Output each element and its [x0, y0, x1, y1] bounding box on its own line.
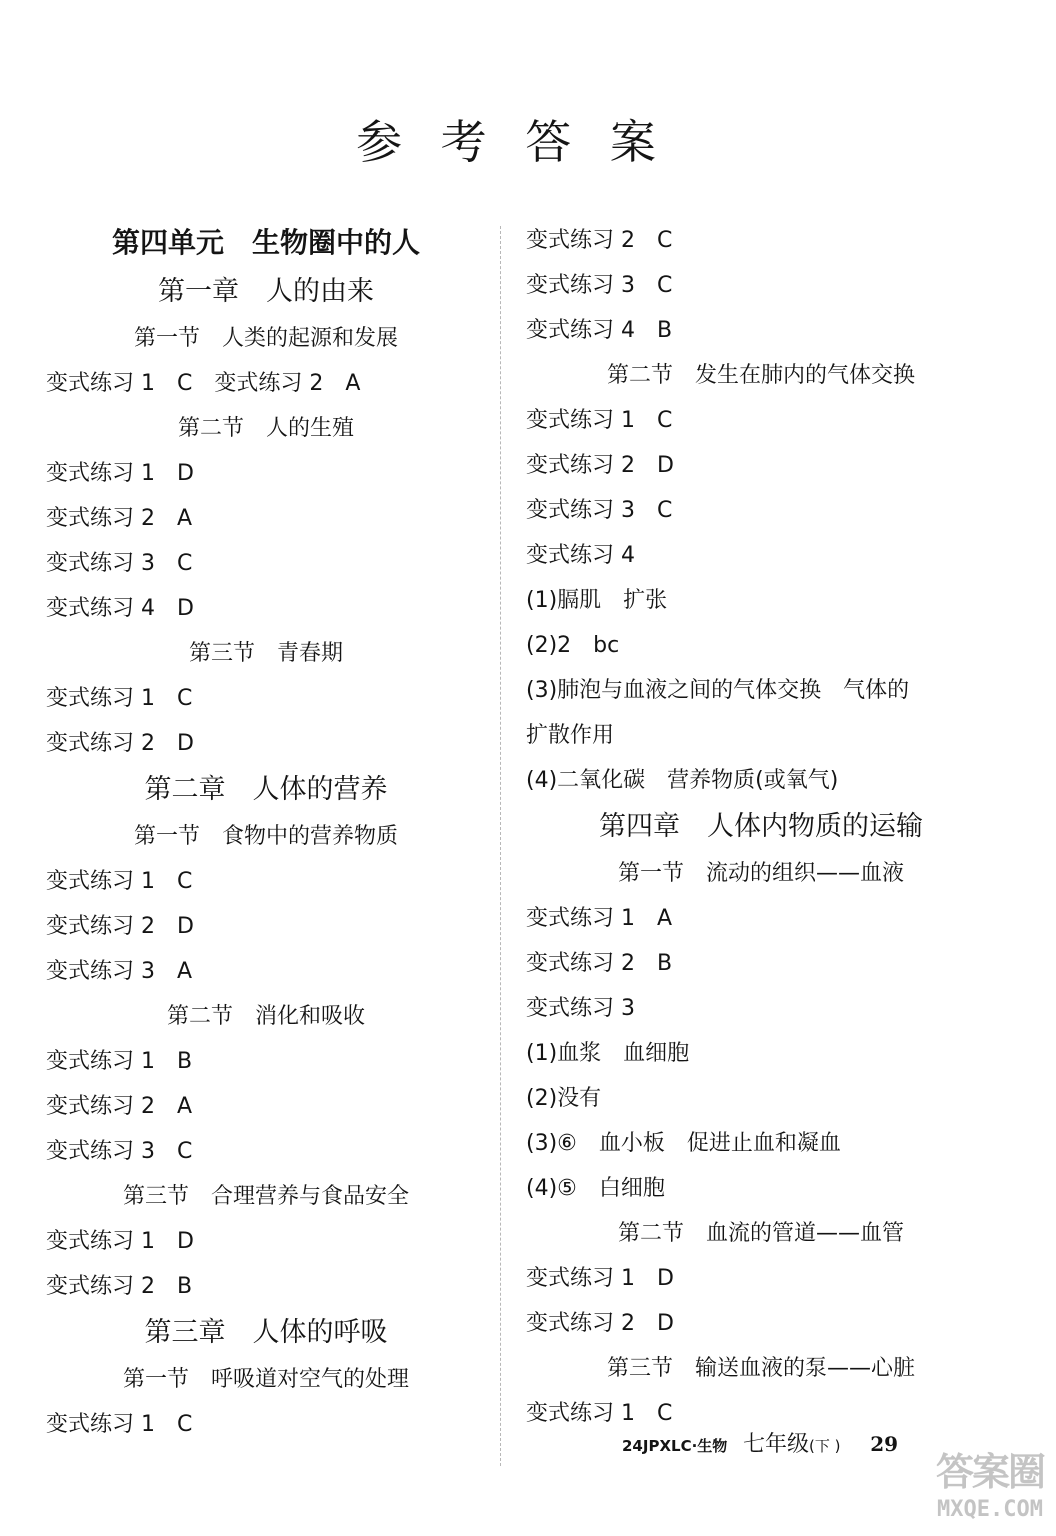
answer-line: 变式练习 2 B: [526, 951, 673, 976]
chapter-heading: 第二章 人体的营养: [144, 774, 388, 805]
section-heading: 第一节 人类的起源和发展: [133, 326, 398, 351]
answer-line: 变式练习 1 C: [526, 1401, 673, 1426]
answer-line: 变式练习 3 C: [526, 498, 673, 523]
term-label: (下 ): [809, 1437, 841, 1455]
page-footer: [622, 1424, 898, 1464]
answer-line: 变式练习 1 A: [526, 906, 673, 931]
answer-line: (2)没有: [526, 1086, 602, 1111]
chapter-heading: 第一章 人的由来: [158, 276, 374, 307]
page-number: 29: [870, 1432, 899, 1456]
chapter-heading: 第四章 人体内物质的运输: [599, 811, 923, 842]
watermark-text: 答案圈: [935, 1450, 1044, 1494]
answer-line: 变式练习 4: [526, 543, 635, 568]
answer-line: 变式练习 2 A: [46, 1094, 193, 1119]
answer-line: 变式练习 2 D: [46, 914, 194, 939]
page-title: 参 考 答 案: [356, 115, 668, 169]
section-heading: 第三节 合理营养与食品安全: [122, 1184, 409, 1209]
answer-line: 变式练习 1 C: [46, 1412, 193, 1437]
answer-line: 变式练习 3: [526, 996, 635, 1021]
answer-line: 变式练习 1 D: [526, 1266, 674, 1291]
answer-line: 变式练习 1 C 变式练习 2 A: [46, 371, 361, 396]
answer-line: 变式练习 4 B: [526, 318, 673, 343]
answer-line: 变式练习 1 D: [46, 461, 194, 486]
answer-line: 变式练习 4 D: [46, 596, 194, 621]
answer-line: 变式练习 2 D: [526, 453, 674, 478]
answer-line: (4)⑤ 白细胞: [526, 1176, 665, 1201]
section-heading: 第二节 血流的管道——血管: [617, 1221, 904, 1246]
book-code: 24JPXLC·生物: [622, 1437, 728, 1455]
answer-line: (3)肺泡与血液之间的气体交换 气体的: [526, 678, 910, 703]
answer-line: 变式练习 2 A: [46, 506, 193, 531]
grade-label: 七年级: [743, 1432, 810, 1457]
section-heading: 第二节 消化和吸收: [166, 1004, 365, 1029]
answer-line: 变式练习 2 D: [46, 731, 194, 756]
answer-line: 变式练习 3 A: [46, 959, 193, 984]
section-heading: 第一节 食物中的营养物质: [133, 824, 398, 849]
section-heading: 第一节 流动的组织——血液: [617, 861, 904, 886]
answer-line: 变式练习 1 C: [46, 686, 193, 711]
chapter-heading: 第三章 人体的呼吸: [144, 1317, 388, 1348]
unit-heading: 第四单元 生物圈中的人: [111, 226, 420, 259]
answer-line: 变式练习 3 C: [46, 1139, 193, 1164]
watermark-url: MXQE.COM: [937, 1497, 1043, 1522]
section-heading: 第二节 发生在肺内的气体交换: [606, 363, 915, 388]
left-column: [46, 218, 486, 1447]
right-column: [526, 218, 996, 1436]
answer-line: 扩散作用: [526, 723, 615, 748]
answer-line: 变式练习 1 C: [46, 869, 193, 894]
answer-line: (4)二氧化碳 营养物质(或氧气): [526, 768, 839, 793]
answer-line: 变式练习 1 B: [46, 1049, 193, 1074]
section-heading: 第三节 输送血液的泵——心脏: [606, 1356, 915, 1381]
watermark-logo: [930, 1448, 1050, 1530]
answer-line: 变式练习 2 C: [526, 228, 673, 253]
column-divider: [500, 226, 501, 1466]
answer-line: (3)⑥ 血小板 促进止血和凝血: [526, 1131, 841, 1156]
answer-line: 变式练习 1 C: [526, 408, 673, 433]
section-heading: 第二节 人的生殖: [177, 416, 354, 441]
answer-line: (1)膈肌 扩张: [526, 588, 668, 613]
answer-line: (1)血浆 血细胞: [526, 1041, 690, 1066]
section-heading: 第一节 呼吸道对空气的处理: [122, 1367, 409, 1392]
answer-line: 变式练习 2 B: [46, 1274, 193, 1299]
answer-line: 变式练习 2 D: [526, 1311, 674, 1336]
answer-line: 变式练习 3 C: [526, 273, 673, 298]
answer-line: 变式练习 1 D: [46, 1229, 194, 1254]
answer-line: 变式练习 3 C: [46, 551, 193, 576]
section-heading: 第三节 青春期: [188, 641, 343, 666]
answer-line: (2)2 bc: [526, 633, 620, 658]
